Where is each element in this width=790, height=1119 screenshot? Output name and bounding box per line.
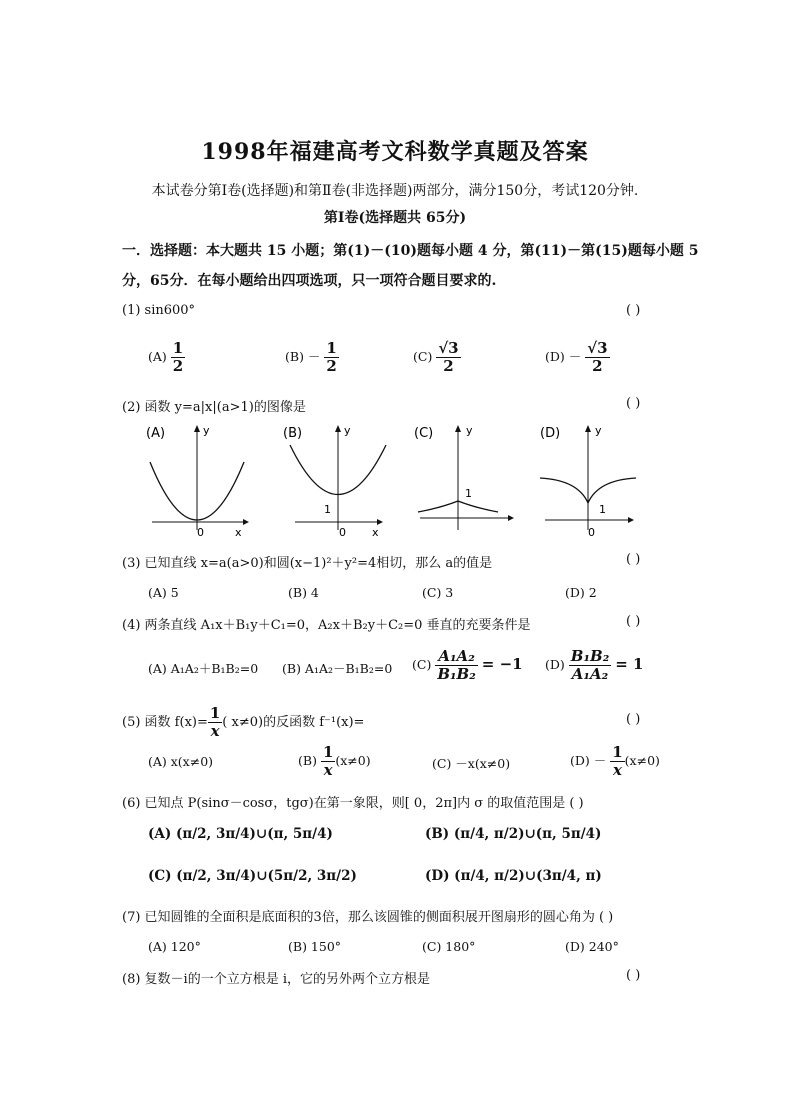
fraction: $\frac{1}{x}$ [612, 743, 623, 779]
y-arrow-icon [194, 425, 200, 432]
q6-option-c: (C) (π/2, 3π/4)∪(5π/2, 3π/2) [148, 868, 357, 884]
q6-option-d: (D) (π/4, π/2)∪(3π/4, π) [425, 868, 602, 884]
part-heading: 第Ⅰ卷(选择题共 65分) [323, 210, 467, 226]
q3-option-a: (A) 5 [148, 585, 179, 600]
x-arrow-icon [377, 519, 383, 525]
q4-option-d: (D) $\frac{\text{B₁B₂}}{\text{A₁A₂}}$ = 1 [545, 647, 644, 683]
question-4-stem: (4) 两条直线 A₁x＋B₁y＋C₁=0，A₂x＋B₂y＋C₂=0 垂直的充要条件是 [122, 618, 531, 633]
graph-label: (A) [146, 426, 166, 441]
fraction: $\frac{\text{A₁A₂}}{\text{B₁B₂}}$ [437, 647, 476, 683]
x-arrow-icon [508, 515, 514, 521]
question-1-stem: (1) sin600° [122, 303, 196, 318]
origin-label: 0 [588, 526, 595, 539]
page-title: 1998年福建高考文科数学真题及答案 [201, 139, 589, 165]
graph-d [540, 424, 636, 539]
y-label: y [344, 424, 351, 437]
q7-option-b: (B) 150° [288, 939, 342, 954]
graph-label: (D) [540, 426, 561, 441]
graph-label: (B) [283, 426, 303, 441]
question-6-stem: (6) 已知点 P(sinσ－cosσ，tgσ)在第一象限，则[ 0，2π]内 σ 的取值范围是 ( ) [122, 796, 584, 811]
q3-option-b: (B) 4 [288, 585, 319, 600]
section-instructions-line1: 一．选择题：本大题共 15 小题；第(1)－(10)题每小题 4 分，第(11)－第(15)题每小题 5 [122, 243, 699, 259]
one-label: 1 [599, 503, 606, 516]
q6-option-b: (B) (π/4, π/2)∪(π, 5π/4) [425, 826, 602, 842]
q5-option-d: (D) － $\frac{1}{x}$ (x≠0) [570, 743, 660, 779]
fraction: $\frac{1}{2}$ [172, 339, 184, 375]
q4-option-b: (B) A₁A₂－B₁B₂=0 [282, 661, 393, 676]
question-3-stem: (3) 已知直线 x=a(a>0)和圆(x−1)²＋y²=4相切，那么 a的值是 [122, 556, 493, 571]
q1-option-c: (C) $\frac{√3}{2}$ [413, 339, 459, 375]
q4-option-a: (A) A₁A₂＋B₁B₂=0 [148, 661, 259, 676]
q3-option-d: (D) 2 [565, 585, 597, 600]
fraction: $\frac{1}{2}$ [326, 339, 337, 375]
x-arrow-icon [628, 517, 634, 523]
q1-option-d: (D) － $\frac{√3}{2}$ [545, 339, 608, 375]
one-label: 1 [465, 487, 472, 500]
q2-graphs [140, 420, 680, 545]
q3-option-c: (C) 3 [422, 585, 454, 600]
question-8-stem: (8) 复数－i的一个立方根是 i，它的另外两个立方根是 [122, 972, 430, 987]
answer-paren: ( ) [626, 303, 641, 318]
graph-label: (C) [414, 426, 434, 441]
y-arrow-icon [455, 425, 461, 432]
origin-label: 0 [339, 526, 346, 539]
graph-c [414, 424, 514, 530]
question-5-stem: (5) 函数 f(x)= $\frac{1}{x}$ ( x≠0)的反函数 f⁻¹(x)= [122, 704, 365, 740]
y-arrow-icon [585, 425, 591, 432]
q1-option-a: (A) $\frac{1}{2}$ [148, 339, 184, 375]
answer-paren: ( ) [626, 396, 641, 411]
y-label: y [203, 424, 210, 437]
section-instructions-line2: 分，65分．在每小题给出四项选项，只一项符合题目要求的. [122, 273, 497, 289]
x-label: x [372, 526, 379, 539]
one-label: 1 [324, 503, 331, 516]
q5-option-c: (C) －x(x≠0) [432, 756, 511, 771]
fraction: $\frac{1}{x}$ [209, 704, 221, 740]
q7-option-c: (C) 180° [422, 939, 476, 954]
graph-a [146, 424, 249, 539]
fraction: $\frac{√3}{2}$ [587, 339, 608, 375]
y-arrow-icon [335, 425, 341, 432]
question-2-stem: (2) 函数 y=a|x|(a>1)的图像是 [122, 400, 306, 415]
q6-option-a: (A) (π/2, 3π/4)∪(π, 5π/4) [148, 826, 333, 842]
graph-b [283, 424, 386, 539]
answer-paren: ( ) [626, 614, 641, 629]
exam-intro: 本试卷分第Ⅰ卷(选择题)和第Ⅱ卷(非选择题)两部分，满分150分，考试120分钟. [151, 183, 639, 199]
q4-option-c: (C) $\frac{\text{A₁A₂}}{\text{B₁B₂}}$ = −1 [412, 647, 523, 683]
q7-option-d: (D) 240° [565, 939, 619, 954]
q5-option-b: (B) $\frac{1}{x}$ (x≠0) [298, 743, 371, 779]
origin-label: 0 [197, 526, 204, 539]
fraction: $\frac{1}{x}$ [322, 743, 334, 779]
y-label: y [595, 424, 602, 437]
y-label: y [466, 424, 473, 437]
answer-paren: ( ) [626, 552, 641, 567]
answer-paren: ( ) [626, 968, 641, 983]
q5-option-a: (A) x(x≠0) [148, 754, 214, 769]
x-label: x [235, 526, 242, 539]
fraction: $\frac{\text{B₁B₂}}{\text{A₁A₂}}$ [570, 647, 610, 683]
x-arrow-icon [243, 519, 249, 525]
question-7-stem: (7) 已知圆锥的全面积是底面积的3倍，那么该圆锥的侧面积展开图扇形的圆心角为 ( ) [122, 910, 614, 925]
q1-option-b: (B) － $\frac{1}{2}$ [285, 339, 337, 375]
fraction: $\frac{√3}{2}$ [438, 339, 459, 375]
answer-paren: ( ) [626, 712, 641, 727]
q7-option-a: (A) 120° [148, 939, 201, 954]
